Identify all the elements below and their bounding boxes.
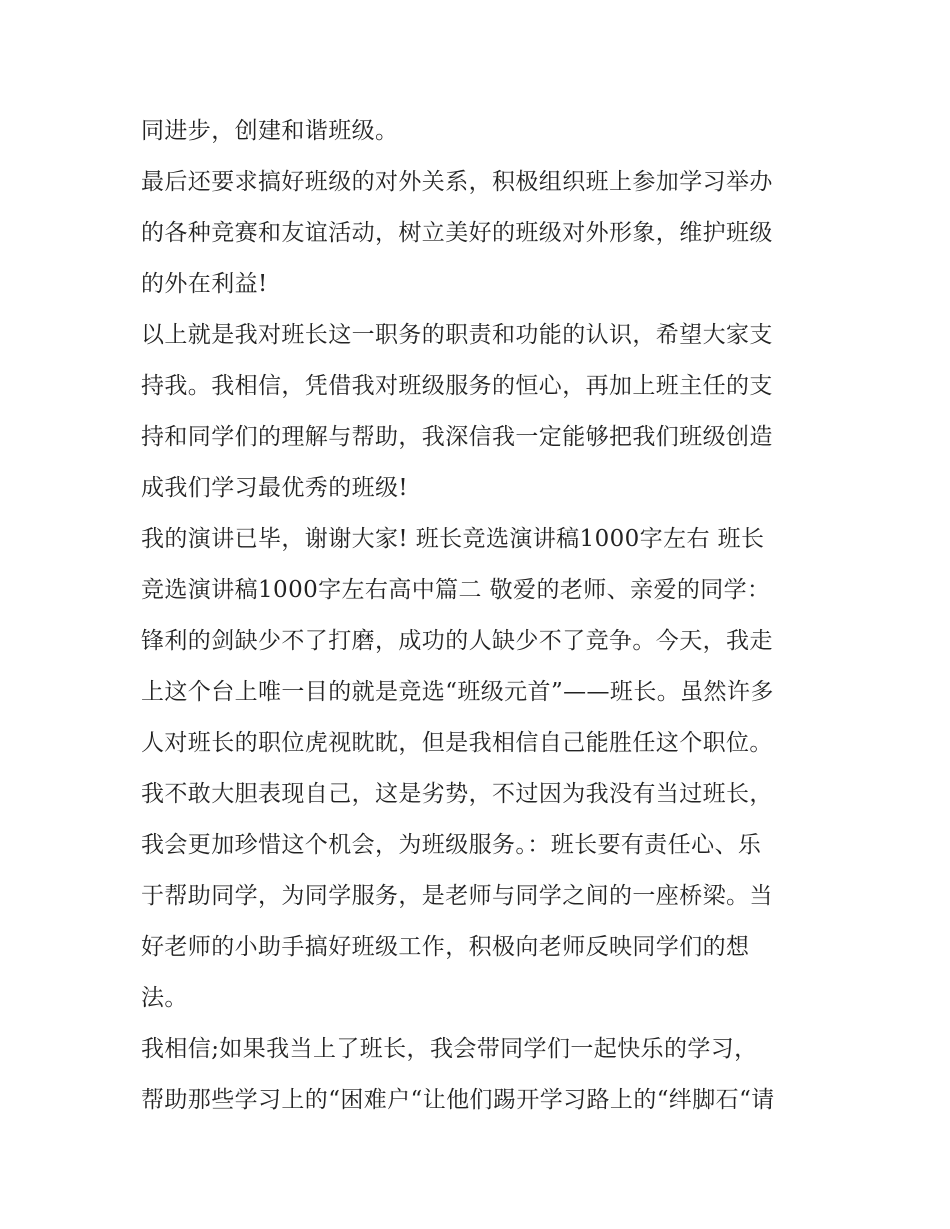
text-line: 竞选演讲稿1000字左右高中篇二 敬爱的老师、亲爱的同学：: [141, 577, 771, 603]
text-line: 同进步，创建和谐班级。: [141, 118, 399, 144]
text-line: 最后还要求搞好班级的对外关系，积极组织班上参加学习举办: [141, 169, 773, 195]
text-line: 成我们学习最优秀的班级!: [141, 475, 409, 501]
text-line: 持我。我相信，凭借我对班级服务的恒心，再加上班主任的支: [141, 373, 773, 399]
text-line: 我不敢大胆表现自己，这是劣势，不过因为我没有当过班长，: [141, 781, 773, 807]
text-line: 我相信;如果我当上了班长，我会带同学们一起快乐的学习，: [141, 1036, 758, 1062]
text-line: 我会更加珍惜这个机会，为班级服务。：班长要有责任心、乐: [141, 832, 762, 858]
text-line: 上这个台上唯一目的就是竞选“班级元首”——班长。虽然许多: [141, 679, 774, 705]
text-line: 持和同学们的理解与帮助，我深信我一定能够把我们班级创造: [141, 424, 773, 450]
text-line: 于帮助同学，为同学服务，是老师与同学之间的一座桥梁。当: [141, 883, 773, 909]
text-line: 人对班长的职位虎视眈眈，但是我相信自己能胜任这个职位。: [141, 730, 773, 756]
text-line: 帮助那些学习上的“困难户“让他们踢开学习路上的“绊脚石“请: [141, 1087, 775, 1113]
text-line: 以上就是我对班长这一职务的职责和功能的认识，希望大家支: [141, 322, 773, 348]
text-line: 的外在利益!: [141, 271, 268, 297]
body-text: [141, 107, 821, 1127]
text-line: 锋利的剑缺少不了打磨，成功的人缺少不了竞争。今天，我走: [141, 628, 773, 654]
text-line: 的各种竞赛和友谊活动，树立美好的班级对外形象，维护班级: [141, 220, 773, 246]
text-line: 法。: [141, 985, 188, 1011]
text-line: 好老师的小助手搞好班级工作，积极向老师反映同学们的想: [141, 934, 750, 960]
text-line: 我的演讲已毕，谢谢大家! 班长竞选演讲稿1000字左右 班长: [141, 526, 765, 552]
